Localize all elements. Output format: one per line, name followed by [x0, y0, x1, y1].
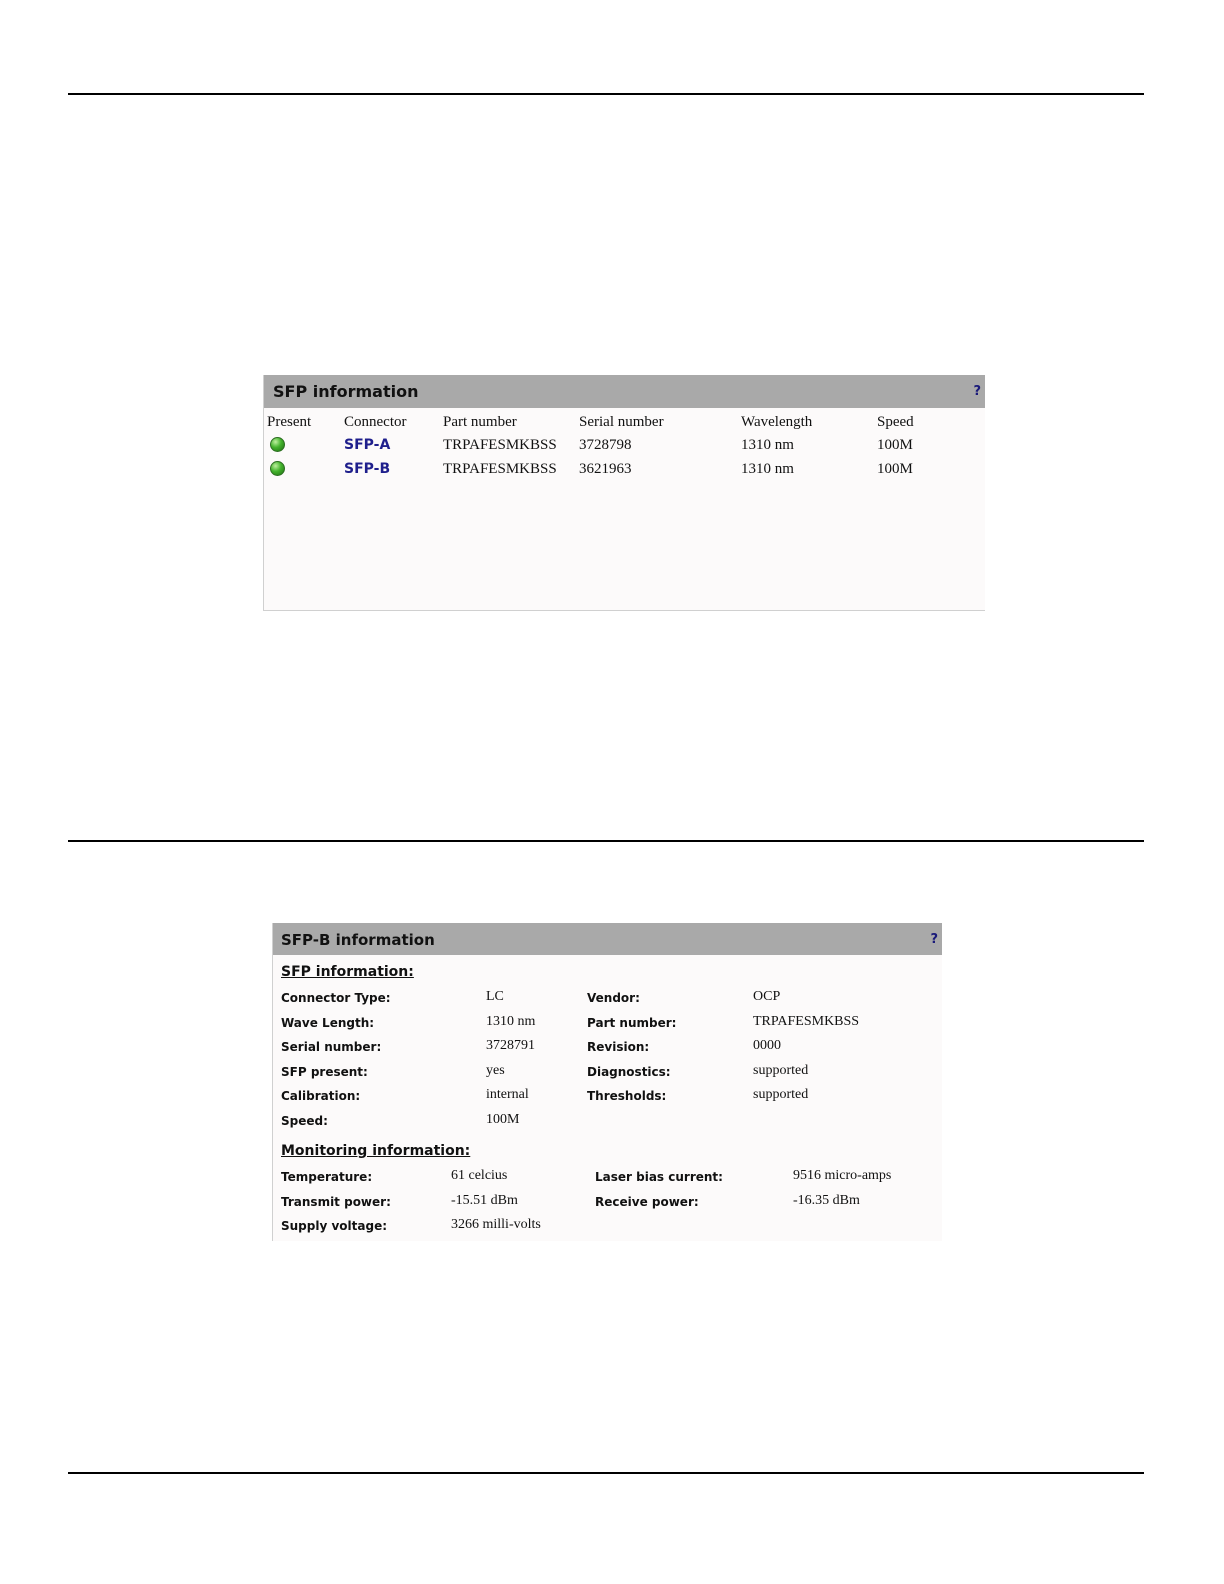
field-label: Laser bias current: — [595, 1170, 723, 1184]
serial-number-cell: 3621963 — [579, 460, 632, 477]
wavelength-cell: 1310 nm — [741, 436, 794, 453]
field-value: yes — [486, 1063, 505, 1078]
present-status-icon — [270, 437, 285, 452]
field-value: 9516 micro-amps — [793, 1168, 892, 1183]
field-label: Supply voltage: — [281, 1219, 388, 1233]
field-label: Speed: — [281, 1114, 328, 1128]
field-label: Thresholds: — [587, 1089, 667, 1103]
field-label: Receive power: — [595, 1195, 699, 1209]
monitoring-section-title: Monitoring information: — [281, 1143, 471, 1159]
column-header-connector: Connector — [344, 413, 407, 430]
field-label: Diagnostics: — [587, 1065, 671, 1079]
column-header-part-number: Part number — [443, 413, 517, 430]
field-label: Serial number: — [281, 1040, 382, 1054]
field-value: 3728791 — [486, 1038, 535, 1053]
present-status-icon — [270, 461, 285, 476]
field-value: TRPAFESMKBSS — [753, 1014, 860, 1029]
top-divider — [68, 93, 1144, 95]
field-label: Temperature: — [281, 1170, 373, 1184]
field-value: 1310 nm — [486, 1014, 536, 1029]
panel-header — [264, 375, 985, 408]
table-row — [267, 457, 937, 481]
serial-number-cell: 3728798 — [579, 436, 632, 453]
field-label: Calibration: — [281, 1089, 361, 1103]
sfp-section-title: SFP information: — [281, 964, 414, 980]
panel-title: SFP-B information — [281, 931, 435, 949]
field-value: 0000 — [753, 1038, 781, 1053]
field-value: LC — [486, 989, 504, 1004]
sfp-information-panel — [263, 375, 985, 611]
field-label: Connector Type: — [281, 991, 391, 1005]
field-value: -15.51 dBm — [451, 1193, 518, 1208]
middle-divider — [68, 840, 1144, 842]
column-header-speed: Speed — [877, 413, 914, 430]
bottom-divider — [68, 1472, 1144, 1474]
part-number-cell: TRPAFESMKBSS — [443, 436, 557, 453]
field-label: SFP present: — [281, 1065, 368, 1079]
field-value: 61 celcius — [451, 1168, 508, 1183]
field-label: Part number: — [587, 1016, 677, 1030]
column-header-present: Present — [267, 413, 312, 430]
part-number-cell: TRPAFESMKBSS — [443, 460, 557, 477]
speed-cell: 100M — [877, 436, 913, 453]
field-value: 100M — [486, 1112, 520, 1127]
speed-cell: 100M — [877, 460, 913, 477]
table-header-row — [267, 411, 937, 433]
field-label: Transmit power: — [281, 1195, 391, 1209]
connector-link-sfp-b[interactable]: SFP-B — [344, 460, 391, 477]
field-value: 3266 milli-volts — [451, 1217, 541, 1232]
field-value: -16.35 dBm — [793, 1193, 860, 1208]
field-label: Vendor: — [587, 991, 640, 1005]
field-label: Revision: — [587, 1040, 650, 1054]
sfp-b-information-panel — [272, 923, 942, 1241]
panel-title: SFP information — [273, 382, 419, 401]
sfp-table — [267, 411, 937, 481]
field-value: OCP — [753, 989, 781, 1004]
field-value: supported — [753, 1063, 809, 1078]
help-icon[interactable]: ? — [930, 932, 938, 947]
wavelength-cell: 1310 nm — [741, 460, 794, 477]
table-row — [267, 433, 937, 457]
field-value: supported — [753, 1087, 809, 1102]
connector-link-sfp-a[interactable]: SFP-A — [344, 436, 391, 453]
column-header-serial-number: Serial number — [579, 413, 664, 430]
column-header-wavelength: Wavelength — [741, 413, 813, 430]
help-icon[interactable]: ? — [973, 384, 981, 399]
field-label: Wave Length: — [281, 1016, 375, 1030]
panel-header — [273, 923, 942, 955]
field-value: internal — [486, 1087, 529, 1102]
